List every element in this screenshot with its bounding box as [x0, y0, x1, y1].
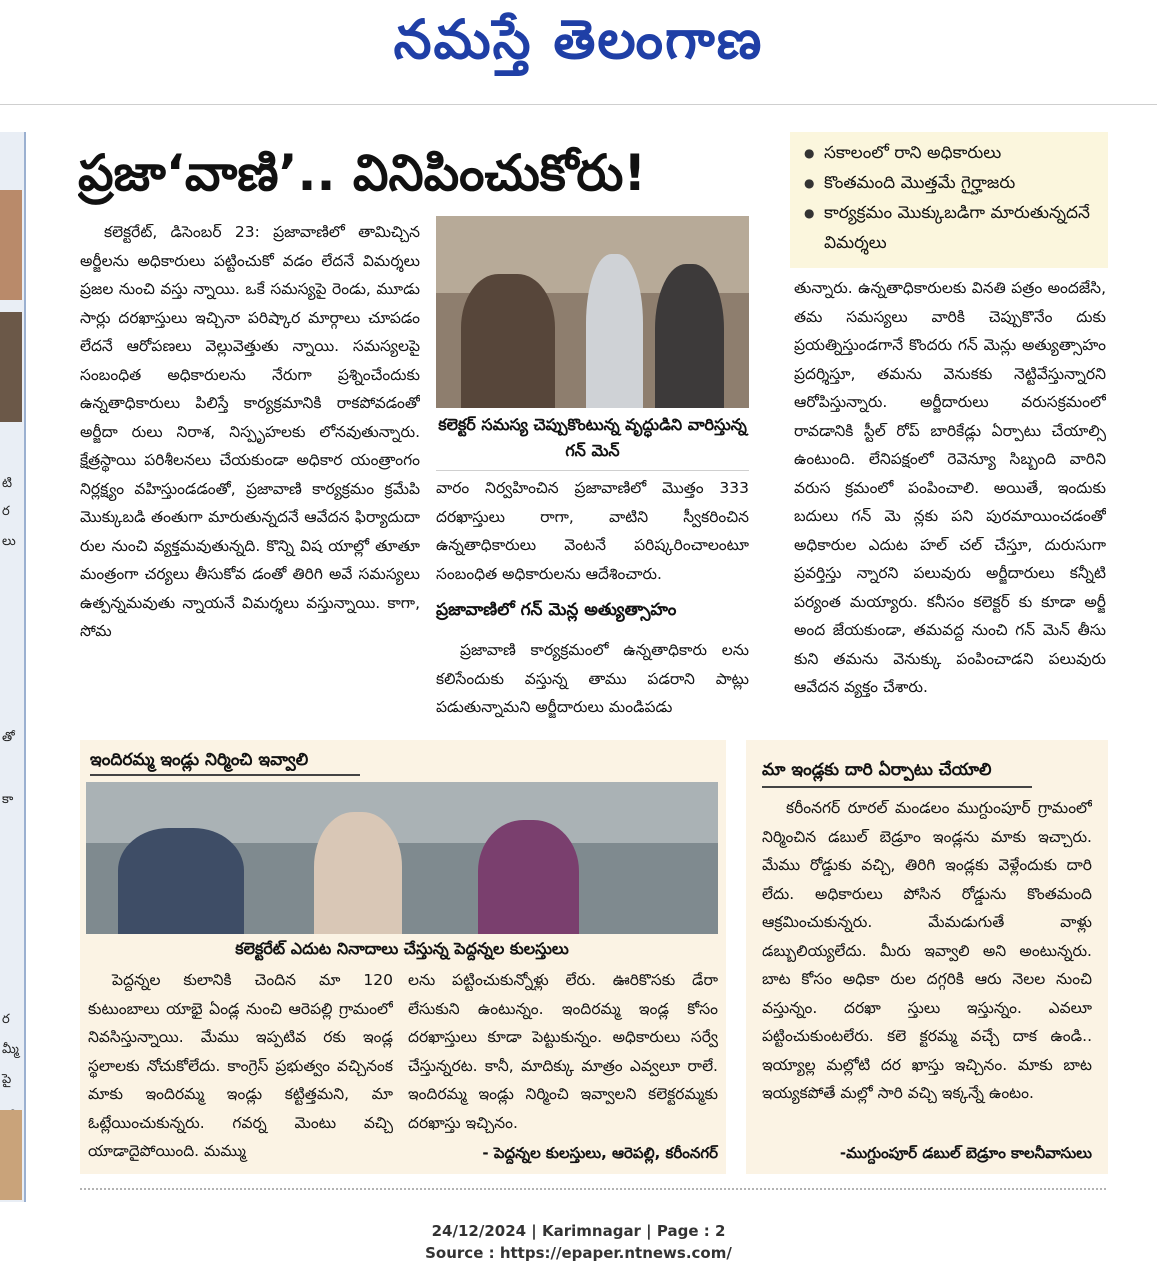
heading-underline — [762, 786, 1032, 788]
strip-text: ర — [2, 1012, 10, 1027]
strip-photo — [0, 190, 22, 300]
adjacent-article-strip — [0, 132, 26, 1202]
box-paragraph: కరీంనగర్ రూరల్ మండలం ముగ్దుంపూర్ గ్రామంలో నిర్మించిన డబుల్ బెడ్రూం ఇండ్లను మాకు ఇచ్చారు. మేము రోడ్డుకు వచ్చి, తిరిగి ఇండ్లకు వెళ్లేందుకు దారి లేదు. అధికారులు పోసిన రోడ్డును కొంతమంది ఆక్రమించుకున్నరు. మేమడుగుతే వాళ్లు డబ్బులియ్యలేదు. మీరు ఇవ్వాలి అని అంటున్నరు. బాట కోసం అధికా రుల దగ్గరికి ఆరు నెలల నుంచి వస్తున్నం. దరఖా స్తులు ఇస్తున్నం. ఎవలూ పట్టించుకుంటలేరు. కలె క్టరమ్మ వచ్చే దాక ఉండి.. ఇయ్యాల్ల మల్లోటి దర ఖాస్తు ఇచ్చినం. మాకు బాట ఇయ్యకపోతే మల్లో సారి వచ్చి ఇక్కన్నే ఉంటం. — [762, 799, 1092, 1102]
masthead-divider — [0, 104, 1157, 105]
photo-caption: కలెక్టర్ సమస్య చెప్పుకొంటున్న వృద్ధుడిని వారిస్తున్న గన్ మెన్ — [438, 415, 747, 460]
collector-photo — [436, 216, 749, 408]
article-paragraph: ప్రజావాణి కార్యక్రమంలో ఉన్నతాధికారు లను కలిసేందుకు వస్తున్న తాము పడరాని పాట్లు పడుతున్నామని అర్జీదారులు మండిపడు — [436, 641, 749, 716]
road-box-heading: మా ఇండ్లకు దారి ఏర్పాటు చేయాలి — [762, 760, 992, 780]
highlights-box — [790, 132, 1108, 268]
article-column-2 — [436, 474, 749, 588]
strip-text: టి — [2, 476, 13, 491]
strip-text: మ్మీ — [2, 1042, 19, 1057]
article-paragraph: కలెక్టరేట్, డిసెంబర్ 23: ప్రజావాణిలో తామిచ్చిన అర్జీలను అధికారులు పట్టించుకో వడం లేదనే విమర్శలు ప్రజల నుంచి వస్తు న్నాయి. ఒకే సమస్యపై రెండు, మూడు సార్లు దరఖాస్తులు ఇచ్చినా పరిష్కార మార్గాలు చూపడం లేదనే ఆరోపణలు వెల్లువెత్తుతు న్నాయి. సమస్యలపై సంబంధిత అధికారులను నేరుగా ప్రశ్నించేందుకు ఉన్నతాధికారులు పిలిస్తే కార్యక్రమానికి రాకపోవడంతో అర్జీదా రులు నిరాశ, నిస్పృహలకు లోనవుతున్నారు. క్షేత్రస్థాయి పరిశీలనలు చేయకుండా అధికార యంత్రాంగం నిర్లక్ష్యం వహిస్తుండడంతో, ప్రజావాణి కార్యక్రమం క్రమేపి మొక్కుబడి తంతుగా మారుతున్నదనే ఆవేదన ఫిర్యాదుదా రుల నుంచి వ్యక్తమవుతున్నది. కొన్ని విష యాల్లో తూతూ మంత్రంగా చర్యలు తీసుకోవ డంతో తిరిగి అవే సమస్యలు ఉత్పన్నమవుతు న్నాయనే విమర్శలు వస్తున్నాయి. కాగా, సోమ — [80, 223, 420, 640]
article-paragraph: తున్నారు. ఉన్నతాధికారులకు వినతి పత్రం అందజేసి, తమ సమస్యలు వారికి చెప్పుకొనేం దుకు ప్రయత్నిస్తుండగానే కొందరు గన్ మెన్లు అత్యుత్సాహం ప్రదర్శిస్తూ, తమను వెనుకకు నెట్టివేస్తున్నారని ఆరోపిస్తున్నారు. అర్జీదారులు వరుసక్రమంలో రావడానికి స్టీల్ రోప్ బారికేడ్లు ఏర్పాటు చేయాల్సి ఉంటుంది. లేనిపక్షంలో రెవెన్యూ సిబ్బంది వారిని వరుస క్రమంలో పంపించాలి. అయితే, ఇందుకు బదులు గన్ మె న్లకు పని పురమాయించడంతో అధికారుల ఎదుట హల్ చల్ చేస్తూ, దురుసుగా ప్రవర్తిస్తు న్నారని పలువురు అర్జీదారులు కన్నీటి పర్యంత మయ్యారు. కనీసం కలెక్టర్ కు కూడా అర్జీ అంద జేయకుండా, తమవద్ద నుంచి గన్ మెన్ తీసు కుని తమను వెనుక్కు పంపించాడని పలువురు ఆవేదన వ్యక్తం చేశారు. — [794, 279, 1106, 696]
box-paragraph: లను పట్టించుకున్నోళ్లు లేరు. ఊరికొసకు డేరా లేసుకుని ఉంటున్నం. ఇందిరమ్మ ఇండ్ల కోసం దరఖాస్తులు కూడా పెట్టుకున్నం. అధికారులు సర్వే చేస్తున్నరట. కానీ, మాదిక్కు మాత్రం ఎవ్వలూ రాలే. ఇందిరమ్మ ఇండ్లు నిర్మించి ఇవ్వాలని కలెక్టరమ్మకు దరఖాస్తు ఇచ్చినం. — [408, 971, 718, 1132]
indiramma-column-1 — [88, 966, 393, 1162]
article-column-3 — [794, 274, 1106, 722]
road-box-body — [762, 794, 1092, 1136]
road-box-signature: -ముగ్దుంపూర్ డబుల్ బెడ్రూం కాలనీవాసులు — [839, 1144, 1092, 1162]
footer-source-line: Source : https://epaper.ntnews.com/ — [425, 1244, 732, 1262]
strip-photo — [0, 1110, 22, 1200]
strip-photo — [0, 312, 22, 422]
article-column-1 — [80, 218, 420, 722]
strip-text: పై — [2, 1072, 12, 1087]
page-bottom-rule — [80, 1188, 1106, 1192]
headline: ప్రజా‘వాణి’.. వినిపించుకోరు! — [78, 144, 647, 202]
masthead — [0, 0, 1157, 92]
article-subhead: ప్రజావాణిలో గన్ మెన్ల అత్యుత్సాహం — [436, 600, 677, 620]
protest-photo-caption: కలెక్టరేట్ ఎదుట నినాదాలు చేస్తున్న పెద్దన్నల కులస్తులు — [235, 939, 569, 958]
indiramma-box-heading: ఇందిరమ్మ ఇండ్లు నిర్మించి ఇవ్వాలి — [90, 750, 309, 770]
indiramma-column-2 — [408, 966, 718, 1138]
caption-divider — [436, 470, 749, 471]
masthead-title: నమస్తే తెలంగాణ — [393, 7, 764, 71]
strip-text: తో — [2, 730, 15, 745]
highlight-item: ● సకాలంలో రాని అధికారులు — [800, 138, 1098, 168]
strip-text: ర — [2, 504, 10, 519]
box-paragraph: పెద్దన్నల కులానికి చెందిన మా 120 కుటుంబాలు యాభై ఏండ్ల నుంచి ఆరెపల్లి గ్రామంలో నివసిస్తున్నాయి. మేము ఇప్పటివ రకు ఇండ్ల స్థలాలకు నోచుకోలేదు. కాంగ్రెస్ ప్రభుత్వం వచ్చినంక మాకు ఇందిరమ్మ ఇండ్లు కట్టిత్తమని, మా ఓట్లేయించుకున్నరు. గవర్న మెంటు వచ్చి యాడాదైపోయింది. మమ్ము — [88, 971, 393, 1160]
highlight-item: ● కార్యక్రమం మొక్కుబడిగా మారుతున్నదనే విమర్శలు — [800, 198, 1098, 258]
indiramma-signature: - పెద్దన్నల కులస్తులు, ఆరెపల్లి, కరీంనగర్ — [482, 1144, 718, 1162]
strip-text: లు — [2, 534, 16, 549]
protest-photo — [86, 782, 718, 934]
article-paragraph: వారం నిర్వహించిన ప్రజావాణిలో మొత్తం 333 దరఖాస్తులు రాగా, వాటిని స్వీకరించిన ఉన్నతాధికారులు వెంటనే పరిష్కరించాలంటూ సంబంధిత అధికారులను ఆదేశించారు. — [436, 479, 749, 583]
heading-underline — [90, 774, 360, 776]
article-column-2-continued — [436, 636, 749, 722]
footer-date-line: 24/12/2024 | Karimnagar | Page : 2 — [431, 1222, 726, 1240]
highlight-item: ● కొంతమంది మొత్తమే గైర్హాజరు — [800, 168, 1098, 198]
strip-text: కా — [2, 792, 14, 807]
